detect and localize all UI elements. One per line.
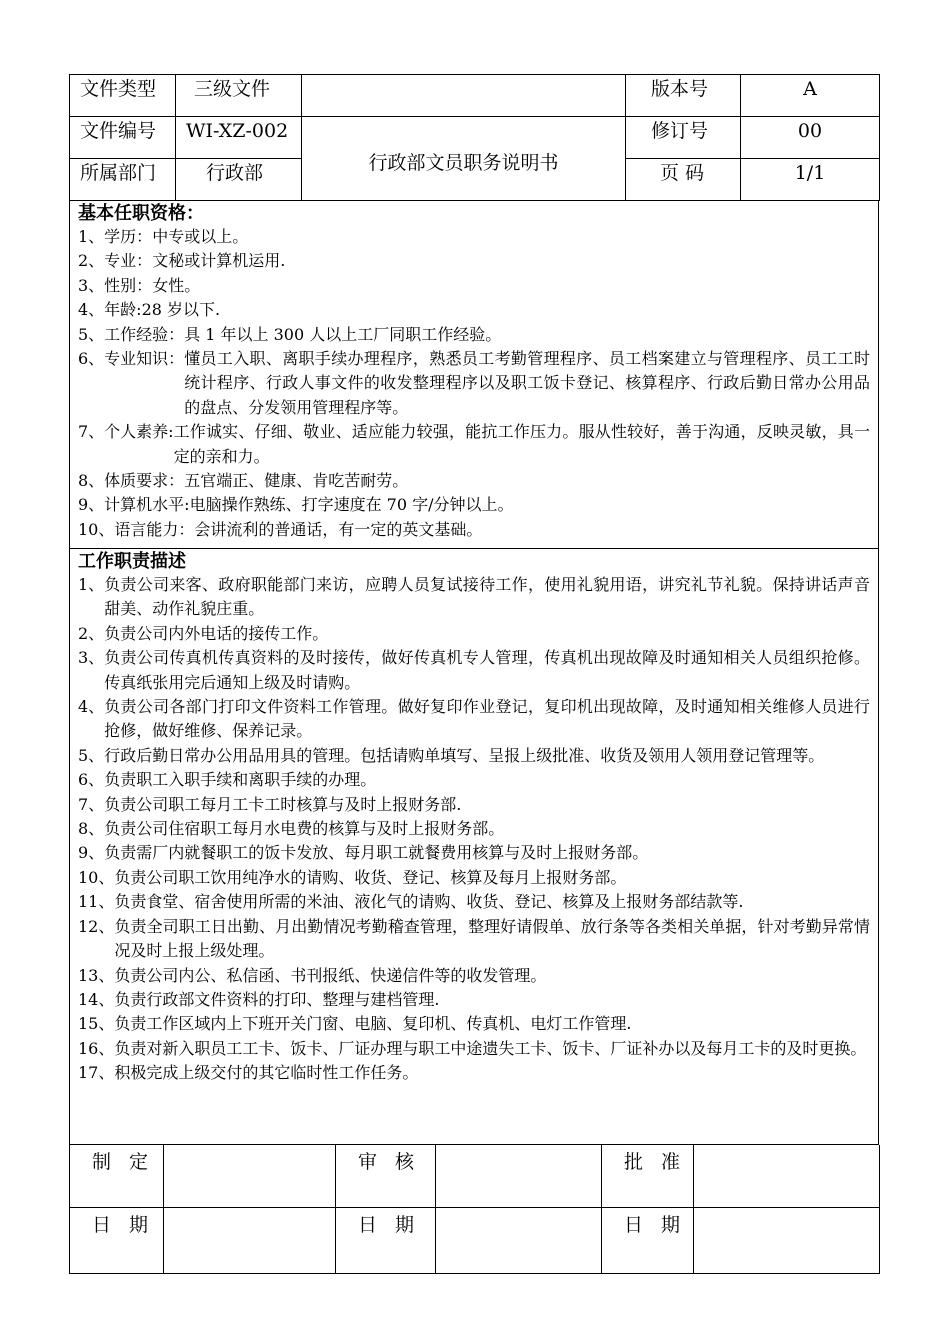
reviewed-date-field[interactable] bbox=[436, 1208, 602, 1274]
qualification-item-number: 1、学历： bbox=[78, 227, 153, 246]
duty-item-text: 负责公司来客、政府职能部门来访，应聘人员复试接待工作，使用礼貌用语，讲究礼节礼貌。保持讲话声音甜美、动作礼貌庄重。 bbox=[104, 575, 870, 619]
duty-item bbox=[70, 793, 878, 817]
document-title: 行政部文员职务说明书 bbox=[302, 117, 626, 201]
duty-item-text: 负责公司职工每月工卡工时核算与及时上报财务部. bbox=[104, 794, 462, 814]
duty-item-number: 16、 bbox=[78, 1038, 115, 1058]
duty-item-number: 15、 bbox=[78, 1014, 115, 1034]
qualification-item bbox=[70, 249, 878, 273]
document-header-table bbox=[69, 74, 880, 201]
duty-item bbox=[70, 768, 878, 792]
duty-item bbox=[70, 841, 878, 865]
duty-item-text: 负责职工入职手续和离职手续的办理。 bbox=[104, 770, 377, 790]
header-blank-cell bbox=[302, 75, 626, 117]
doc-no-label: 文件编号 bbox=[70, 117, 176, 159]
duty-item-text: 积极完成上级交付的其它临时性工作任务。 bbox=[114, 1063, 419, 1083]
prepared-by-field[interactable] bbox=[164, 1145, 336, 1208]
duty-item bbox=[70, 1061, 878, 1085]
qualification-item-number: 3、性别： bbox=[78, 275, 153, 295]
revision-label: 修订号 bbox=[626, 117, 741, 159]
duty-item-number: 5、 bbox=[78, 745, 105, 765]
duty-item-number: 6、 bbox=[78, 770, 105, 790]
prepared-by-label: 制 定 bbox=[70, 1145, 164, 1208]
prepared-date-label: 日 期 bbox=[70, 1208, 164, 1274]
duty-item-number: 1、 bbox=[78, 575, 105, 594]
page-value: 1/1 bbox=[741, 159, 880, 201]
qualifications-section bbox=[69, 201, 879, 549]
duty-item-number: 11、 bbox=[78, 892, 115, 912]
qualification-item-text: 28 岁以下. bbox=[141, 300, 221, 320]
duty-item-number: 7、 bbox=[78, 794, 105, 814]
qualification-item bbox=[70, 420, 878, 469]
duty-item bbox=[70, 988, 878, 1012]
qualification-item-text: 具 1 年以上 300 人以上工厂同职工作经验。 bbox=[184, 324, 502, 344]
revision-value: 00 bbox=[741, 117, 880, 159]
duty-item-number: 3、 bbox=[78, 648, 105, 668]
qualification-item-text: 文秘或计算机运用. bbox=[152, 251, 286, 271]
qualification-item bbox=[70, 225, 878, 249]
duty-item-text: 负责对新入职员工工卡、饭卡、厂证办理与职工中途遗失工卡、饭卡、厂证补办以及每月工卡的及时更换。 bbox=[114, 1038, 867, 1058]
approved-date-field[interactable] bbox=[694, 1208, 880, 1274]
duty-item-text: 负责公司内外电话的接传工作。 bbox=[104, 623, 329, 643]
duty-item-number: 9、 bbox=[78, 843, 105, 863]
qualification-item-number: 8、体质要求： bbox=[78, 471, 185, 491]
qualification-item-text: 会讲流利的普通话，有一定的英文基础。 bbox=[194, 519, 483, 539]
doc-type-label: 文件类型 bbox=[70, 75, 176, 117]
duty-item-text: 负责工作区域内上下班开关门窗、电脑、复印机、传真机、电灯工作管理. bbox=[114, 1014, 632, 1034]
qualification-item-text: 懂员工入职、离职手续办理程序，熟悉员工考勤管理程序、员工档案建立与管理程序、员工工时统计程序、行政人事文件的收发整理程序以及职工饭卡登记、核算程序、行政后勤日常办公用品的盘点、分发领用管理程序等。 bbox=[184, 349, 870, 417]
qualification-item bbox=[70, 274, 878, 298]
qualification-item bbox=[70, 347, 878, 420]
qualifications-heading: 基本任职资格： bbox=[78, 203, 204, 224]
qualification-item-number: 4、年龄: bbox=[78, 300, 142, 320]
prepared-date-field[interactable] bbox=[164, 1208, 336, 1274]
duty-item bbox=[70, 744, 878, 768]
duties-list bbox=[70, 573, 878, 1086]
qualification-item-text: 五官端正、健康、肯吃苦耐劳。 bbox=[184, 471, 409, 491]
duty-item-number: 2、 bbox=[78, 623, 105, 643]
duty-item bbox=[70, 646, 878, 695]
approved-by-field[interactable] bbox=[694, 1145, 880, 1208]
qualification-item-number: 5、工作经验： bbox=[78, 324, 185, 344]
qualification-item bbox=[70, 298, 878, 322]
approved-date-label: 日 期 bbox=[602, 1208, 694, 1274]
duty-item-text: 负责公司传真机传真资料的及时接传，做好传真机专人管理，传真机出现故障及时通知相关人员组织抢修。传真纸张用完后通知上级及时请购。 bbox=[104, 648, 870, 692]
duty-item bbox=[70, 890, 878, 914]
job-description-document bbox=[69, 74, 879, 1274]
duty-item-number: 10、 bbox=[78, 867, 115, 887]
qualification-item bbox=[70, 323, 878, 347]
duty-item bbox=[70, 622, 878, 646]
duty-item-number: 12、 bbox=[78, 916, 115, 936]
page-label: 页 码 bbox=[626, 159, 741, 201]
duties-section bbox=[69, 549, 879, 1145]
duty-item bbox=[70, 1012, 878, 1036]
duty-item-text: 行政后勤日常办公用品用具的管理。包括请购单填写、呈报上级批准、收货及领用人领用登记管理等。 bbox=[104, 745, 825, 765]
qualification-item-number: 9、计算机水平: bbox=[78, 495, 190, 515]
duty-item-text: 负责公司住宿职工每月水电费的核算与及时上报财务部。 bbox=[104, 819, 505, 839]
duty-item-text: 负责需厂内就餐职工的饭卡发放、每月职工就餐费用核算与及时上报财务部。 bbox=[104, 843, 649, 863]
qualification-item-number: 2、专业： bbox=[78, 251, 153, 271]
duty-item-number: 8、 bbox=[78, 819, 105, 839]
qualification-item bbox=[70, 518, 878, 542]
version-value: A bbox=[741, 75, 880, 117]
version-label: 版本号 bbox=[626, 75, 741, 117]
duty-item bbox=[70, 1037, 878, 1061]
duty-item-text: 负责食堂、宿舍使用所需的米油、液化气的请购、收货、登记、核算及上报财务部结款等. bbox=[114, 892, 744, 912]
reviewed-date-label: 日 期 bbox=[336, 1208, 436, 1274]
qualification-item-text: 女性。 bbox=[152, 275, 201, 295]
duty-item-text: 负责全司职工日出勤、月出勤情况考勤稽查管理，整理好请假单、放行条等各类相关单据，针对考勤异常情况及时上报上级处理。 bbox=[114, 916, 870, 961]
duty-item bbox=[70, 915, 878, 964]
duty-item bbox=[70, 866, 878, 890]
duty-item bbox=[70, 695, 878, 744]
reviewed-by-label: 审 核 bbox=[336, 1145, 436, 1208]
qualification-item-text: 中专或以上。 bbox=[152, 227, 249, 246]
duty-item bbox=[70, 817, 878, 841]
doc-no-value: WI-XZ-002 bbox=[176, 117, 302, 159]
dept-label: 所属部门 bbox=[70, 159, 176, 201]
qualification-item-number: 6、专业知识： bbox=[78, 349, 185, 369]
duty-item-number: 13、 bbox=[78, 965, 115, 985]
qualification-item bbox=[70, 493, 878, 517]
qualification-item bbox=[70, 469, 878, 493]
duty-item-text: 负责公司各部门打印文件资料工作管理。做好复印作业登记，复印机出现故障，及时通知相关维修人员进行抢修，做好维修、保养记录。 bbox=[104, 697, 870, 741]
duties-heading: 工作职责描述 bbox=[78, 551, 186, 572]
duty-item-text: 负责公司内公、私信函、书刊报纸、快递信件等的收发管理。 bbox=[114, 965, 547, 985]
qualifications-list bbox=[70, 225, 878, 542]
duty-item-number: 17、 bbox=[78, 1063, 115, 1083]
signoff-table bbox=[69, 1145, 880, 1274]
approved-by-label: 批 准 bbox=[602, 1145, 694, 1208]
qualification-item-number: 7、个人素养: bbox=[78, 422, 174, 442]
reviewed-by-field[interactable] bbox=[436, 1145, 602, 1208]
duty-item bbox=[70, 573, 878, 622]
duty-item-number: 4、 bbox=[78, 697, 105, 717]
doc-type-value: 三级文件 bbox=[176, 75, 302, 117]
duty-item-number: 14、 bbox=[78, 989, 115, 1009]
duty-item-text: 负责行政部文件资料的打印、整理与建档管理. bbox=[114, 989, 440, 1009]
dept-value: 行政部 bbox=[176, 159, 302, 201]
qualification-item-text: 电脑操作熟练、打字速度在 70 字/分钟以上。 bbox=[189, 495, 514, 515]
duty-item bbox=[70, 964, 878, 988]
qualification-item-text: 工作诚实、仔细、敬业、适应能力较强，能抗工作压力。服从性较好，善于沟通，反映灵敏，具一定的亲和力。 bbox=[173, 422, 870, 466]
duty-item-text: 负责公司职工饮用纯净水的请购、收货、登记、核算及每月上报财务部。 bbox=[114, 867, 627, 887]
qualification-item-number: 10、语言能力： bbox=[78, 519, 195, 539]
